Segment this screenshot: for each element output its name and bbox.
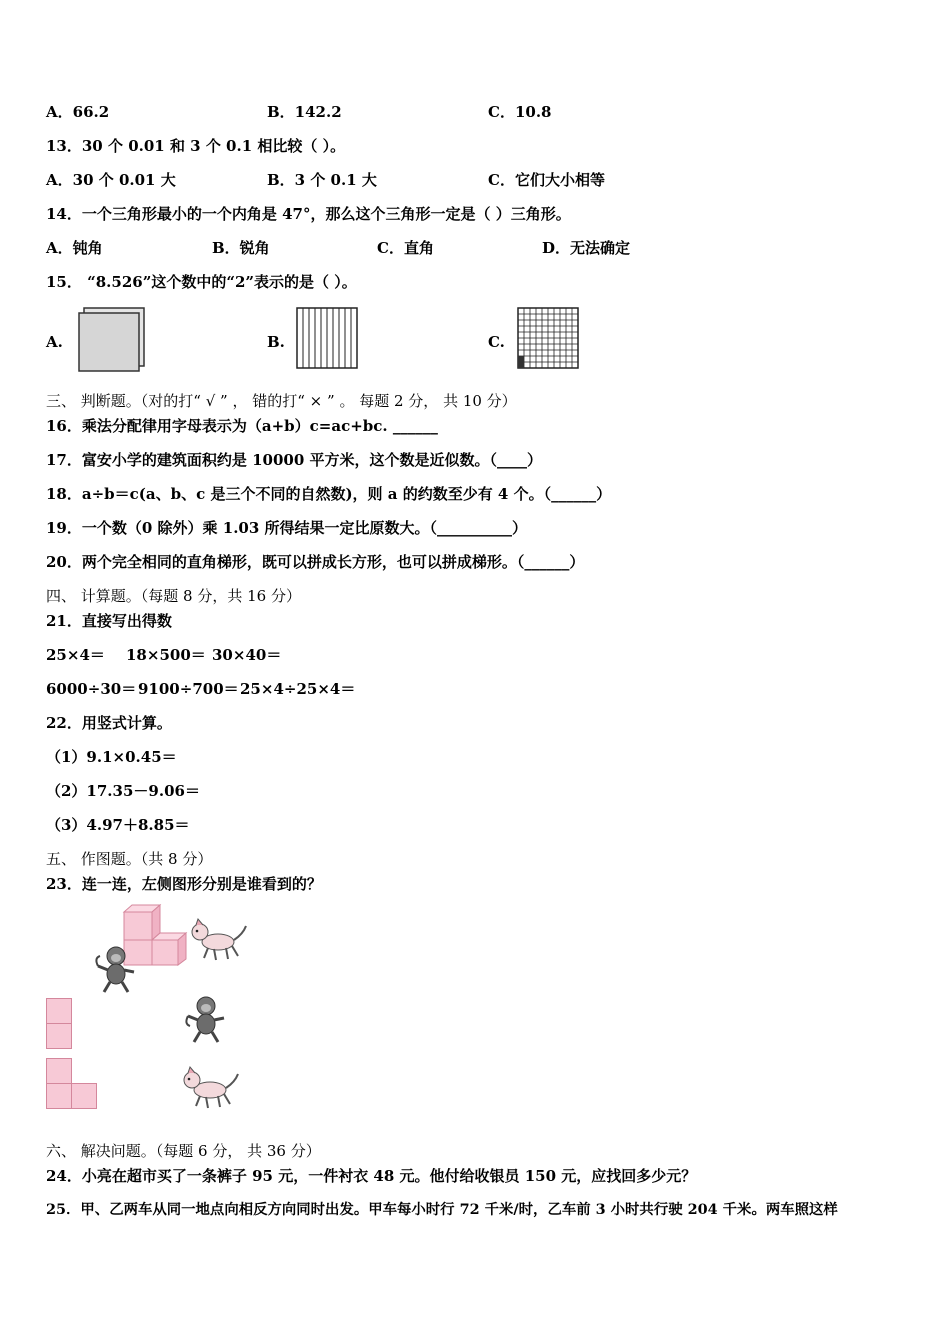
q19: 19．一个数（0 除外）乘 1.03 所得结果一定比原数大。（__________） xyxy=(46,519,528,537)
q15-question: 15． “8.526”这个数中的“2”表示的是（ ）。 xyxy=(46,273,357,291)
q24: 24．小亮在超市买了一条裤子 95 元，一件衬衣 48 元。他付给收银员 150 元，应找回多少元？ xyxy=(46,1167,697,1185)
q15-option-c: C. xyxy=(488,333,505,351)
q14-question: 14．一个三角形最小的一个内角是 47°，那么这个三角形一定是（ ）三角形。 xyxy=(46,205,571,223)
q15-figure-b xyxy=(296,307,360,371)
section5-title: 五、 作图题。（共 8 分） xyxy=(46,850,213,868)
q12-option-c: C．10.8 xyxy=(488,103,552,121)
view-shape-2[interactable] xyxy=(46,1058,98,1110)
q15-figure-c xyxy=(517,307,581,371)
dog-icon-bottom[interactable] xyxy=(180,1064,240,1112)
q12-option-b: B．142.2 xyxy=(267,103,342,121)
q22-item-2: （2）17.35－9.06＝ xyxy=(46,782,200,800)
q17: 17．富安小学的建筑面积约是 10000 平方米，这个数是近似数。（____） xyxy=(46,451,543,469)
q21-r1-b: 18×500＝ xyxy=(126,646,206,664)
q14-option-a: A．钝角 xyxy=(46,239,103,257)
q21-r2-c: 25×4÷25×4＝ xyxy=(240,680,356,698)
q15-option-b: B. xyxy=(267,333,285,351)
q22-item-1: （1）9.1×0.45＝ xyxy=(46,748,177,766)
section4-title: 四、 计算题。（每题 8 分，共 16 分） xyxy=(46,587,301,605)
q12-option-a: A．66.2 xyxy=(46,103,110,121)
q13-question: 13．30 个 0.01 和 3 个 0.1 相比较（ ）。 xyxy=(46,137,346,155)
section6-title: 六、 解决问题。（每题 6 分， 共 36 分） xyxy=(46,1142,321,1160)
q25: 25．甲、乙两车从同一地点向相反方向同时出发。甲车每小时行 72 千米/时，乙车前 3 小时共行驶 204 千米。两车照这样 xyxy=(46,1201,838,1218)
q15-figure-a xyxy=(76,306,148,372)
q23-question: 23．连一连，左侧图形分别是谁看到的？ xyxy=(46,875,322,893)
q22-question: 22．用竖式计算。 xyxy=(46,714,172,732)
q21-r2-a: 6000÷30＝ xyxy=(46,680,137,698)
q21-r1-a: 25×4＝ xyxy=(46,646,105,664)
q13-option-b: B．3 个 0.1 大 xyxy=(267,171,377,189)
q22-item-3: （3）4.97＋8.85＝ xyxy=(46,816,190,834)
q21-question: 21．直接写出得数 xyxy=(46,612,172,630)
monkey-icon-left xyxy=(92,944,142,994)
q13-option-c: C．它们大小相等 xyxy=(488,171,605,189)
q21-r2-b: 9100÷700＝ xyxy=(138,680,239,698)
q20: 20．两个完全相同的直角梯形，既可以拼成长方形，也可以拼成梯形。（______） xyxy=(46,553,585,571)
q14-option-d: D．无法确定 xyxy=(542,239,631,257)
q14-option-b: B．锐角 xyxy=(212,239,270,257)
q14-option-c: C．直角 xyxy=(377,239,434,257)
section3-title: 三、 判断题。（对的打“ √ ” ， 错的打“ × ” 。 每题 2 分， 共 10 分） xyxy=(46,392,517,410)
dog-icon-top xyxy=(188,916,248,964)
monkey-icon-right[interactable] xyxy=(182,994,232,1044)
q13-option-a: A．30 个 0.01 大 xyxy=(46,171,176,189)
q18: 18．a÷b＝c(a、b、c 是三个不同的自然数)，则 a 的约数至少有 4 个。（______） xyxy=(46,485,612,503)
q15-option-a: A. xyxy=(46,333,63,351)
q21-r1-c: 30×40＝ xyxy=(212,646,282,664)
view-shape-1[interactable] xyxy=(46,998,72,1050)
q16: 16．乘法分配律用字母表示为（a+b）c=ac+bc. ______ xyxy=(46,417,438,435)
